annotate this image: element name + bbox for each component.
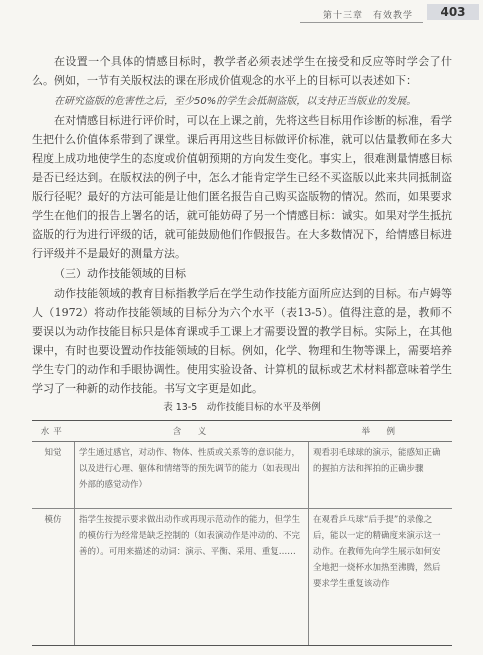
header-example: 举 例	[309, 421, 453, 442]
header-meaning: 含 义	[75, 421, 309, 442]
evaluation-paragraph: 在对情感目标进行评价时，可以在上课之前，先将这些目标用作诊断的标准，看学生把什么价值体系带到了课堂。课后再用这些目标做评价标准，就可以估量教师在多大程度上成功地使学生的态度或价值朝预期的方向发生变化。事实上，很难测量情感目标是否已经达到。在版权法的例子中，怎么才能肯定学生已经不买盗版以此来共同抵制盗版行径呢？最好的方法可能是让他们匿名报告自己购买盗版物的情况。然而，如果要求学生在他们的报告上署名的话，就可能妨碍了另一个情感目标：诚实。如果对学生抵抗盗版的行为进行评级的话，就可能鼓励他们作假报告。在大多数情况下，给情感目标进行评级并不是最好的测量方法。	[32, 114, 452, 260]
chapter-title: 第十三章 有效教学	[322, 11, 413, 21]
meaning-cell: 指学生按提示要求做出动作或再现示范动作的能力，但学生的模仿行为经常是缺乏控制的（如表演动作是冲动的、不完善的）。可用来描述的动词：演示、平衡、采用、重复……	[75, 509, 309, 646]
level-cell: 知觉	[32, 442, 75, 509]
intro-paragraph: 在设置一个具体的情感目标时，教学者必须表述学生在接受和反应等时学会了什么。例如，一节有关版权法的课在形成价值观念的水平上的目标可以表述如下：	[32, 55, 452, 87]
level-cell: 模仿	[32, 509, 75, 646]
objective-example: 在研究盗版的危害性之后，至少50%的学生会抵制盗版，以支持正当版业的发展。	[54, 96, 417, 107]
header-level: 水平	[32, 421, 75, 442]
table-header-row	[32, 421, 452, 442]
page-header	[0, 0, 483, 24]
psychomotor-levels-table	[32, 420, 452, 646]
page-body	[32, 52, 452, 646]
psychomotor-paragraph: 动作技能领域的教育目标指教学后在学生动作技能方面所应达到的目标。布卢姆等人（1972）将动作技能领域的目标分为六个水平（表13-5）。值得注意的是，教师不要误以为动作技能目标只是体育课或手工课上才需要设置的教学目标。实际上，在其他课中，有时也要设置动作技能领域的目标。例如，化学、物理和生物等课上，需要培养学生专门的动作和手眼协调性。使用实验设备、计算机的鼠标或艺术材料都意味着学生学习了一种新的动作技能。书写文字更是如此。	[32, 287, 452, 395]
meaning-cell: 学生通过感官，对动作、物体、性质或关系等的意识能力，以及进行心理、躯体和情绪等的预先调节的能力（如表现出外部的感觉动作）	[75, 442, 309, 509]
page-number: 403	[427, 4, 479, 20]
table-caption: 表 13-5 动作技能目标的水平及举例	[163, 402, 321, 413]
header-rule	[300, 22, 423, 23]
table-row	[32, 442, 452, 509]
section-heading: （三）动作技能领域的目标	[54, 267, 186, 280]
example-cell: 在观看乒乓球“后手提”的录像之后，能以一定的精确度来演示这一动作。在教师先向学生展示如何安全地把一烧杯水加热至沸腾，然后要求学生重复该动作	[309, 509, 453, 646]
table-row	[32, 509, 452, 646]
example-cell: 观看羽毛球球的演示，能感知正确的握拍方法和挥拍的正确步骤	[309, 442, 453, 509]
